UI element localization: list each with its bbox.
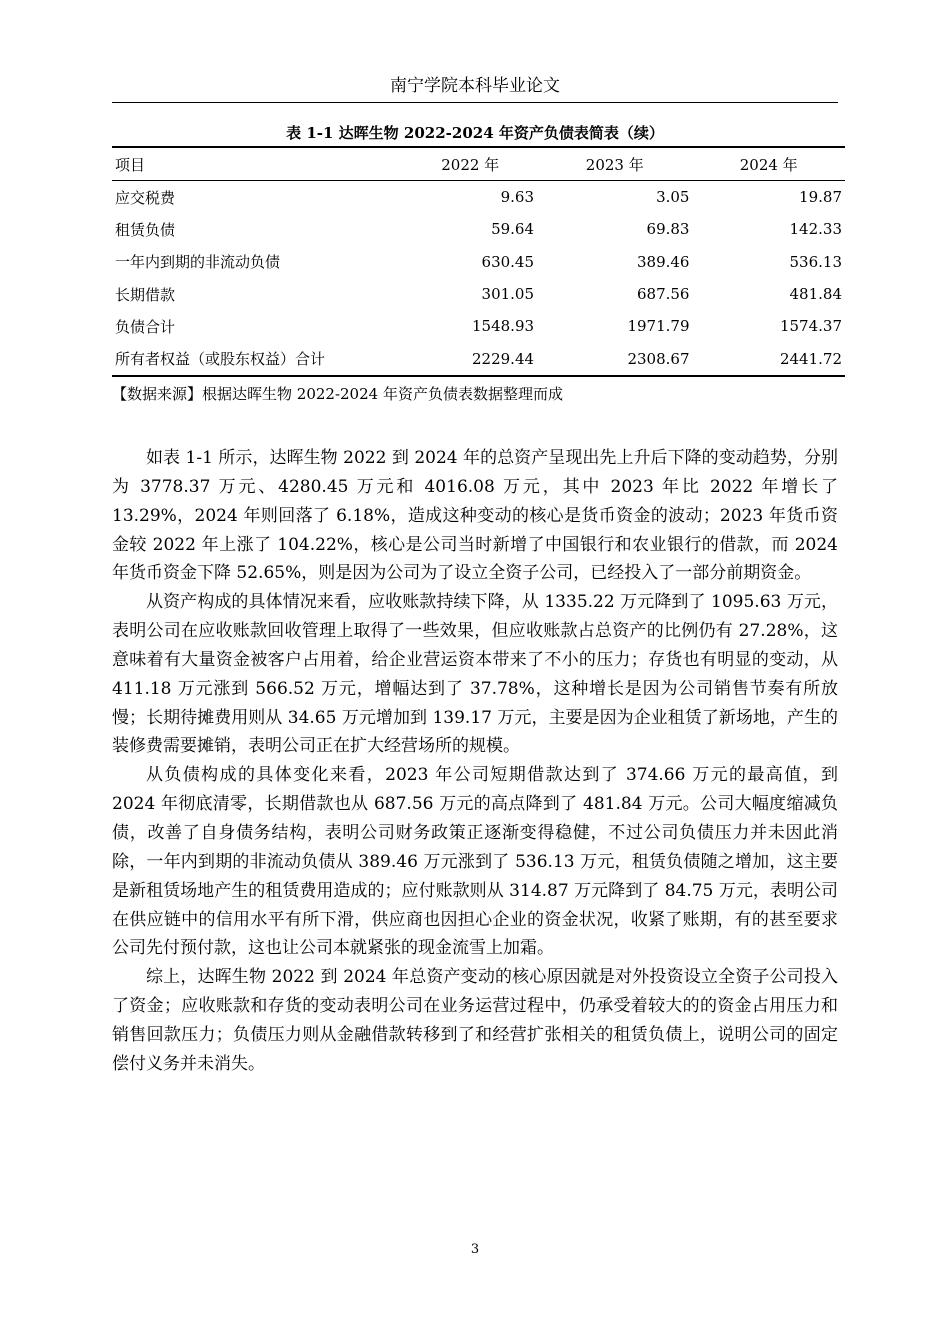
row-item-label: 应交税费 <box>115 188 176 207</box>
table-caption: 表 1-1 达晖生物 2022-2024 年资产负债表简表（续） <box>286 124 664 142</box>
cell-2023: 389.46 <box>636 252 690 271</box>
table-row <box>112 310 845 342</box>
cell-2023: 69.83 <box>646 220 690 239</box>
table-row <box>112 342 845 375</box>
cell-2024: 19.87 <box>799 188 842 207</box>
cell-2023: 687.56 <box>636 285 690 304</box>
cell-2024: 536.13 <box>789 252 842 271</box>
cell-2024: 481.84 <box>789 285 842 304</box>
cell-2022: 9.63 <box>500 188 535 207</box>
cell-2023: 1971.79 <box>627 317 690 336</box>
cell-2024: 2441.72 <box>779 349 842 368</box>
paragraph: 如表 1-1 所示，达晖生物 2022 到 2024 年的总资产呈现出先上升后下降的变动趋势，分别为 3778.37 万元、4280.45 万元和 4016.08 万元，其中 2023 年比 2022 年增长了 13.29%，2024 年则回落了 6.18%，造成这种变动的核心是货币资金的波动；2023 年货币资金较 2022 年上涨了 104.22%，核心是公司当时新增了中国银行和农业银行的借款，而 2024 年货币资金下降 52.65%，则是因为公司为了设立全资子公司，已经投入了一部分前期资金。 <box>112 448 838 584</box>
row-item-label: 所有者权益（或股东权益）合计 <box>115 350 326 369</box>
table-row <box>112 181 845 214</box>
cell-2022: 2229.44 <box>472 349 535 368</box>
paragraph: 从资产构成的具体情况来看，应收账款持续下降，从 1335.22 万元降到了 1095.63 万元，表明公司在应收账款回收管理上取得了一些效果，但应收账款占总资产的比例仍有 27.28%，这意味着有大量资金被客户占用着，给企业营运资本带来了不小的压力；存货也有明显的变动，从 411.18 万元涨到 566.52 万元，增幅达到了 37.78%，这种增长是因为公司销售节奏有所放慢；长期待摊费用则从 34.65 万元增加到 139.17 万元，主要是因为企业租赁了新场地，产生的装修费需要摊销，表明公司正在扩大经营场所的规模。 <box>112 592 838 757</box>
cell-2024: 1574.37 <box>779 317 842 336</box>
table-header-row <box>112 147 845 181</box>
cell-2023: 2308.67 <box>627 349 690 368</box>
cell-2022: 59.64 <box>491 220 535 239</box>
column-header-2023: 2023 年 <box>585 155 644 174</box>
column-header-2022: 2022 年 <box>441 155 500 174</box>
body-text <box>112 444 838 1079</box>
table-source-note: 【数据来源】根据达晖生物 2022-2024 年资产负债表数据整理而成 <box>112 385 563 403</box>
page-number: 3 <box>470 1242 480 1257</box>
running-header: 南宁学院本科毕业论文 <box>390 76 560 96</box>
row-item-label: 负债合计 <box>115 317 176 336</box>
cell-2022: 301.05 <box>481 285 535 304</box>
paragraph: 综上，达晖生物 2022 到 2024 年总资产变动的核心原因就是对外投资设立全资子公司投入了资金；应收账款和存货的变动表明公司在业务运营过程中，仍承受着较大的的资金占用压力和销售回款压力；负债压力则从金融借款转移到了和经营扩张相关的租赁负债上，说明公司的固定偿付义务并未消失。 <box>112 967 838 1074</box>
cell-2024: 142.33 <box>789 220 842 239</box>
row-item-label: 租赁负债 <box>115 220 176 239</box>
column-header-item: 项目 <box>115 155 146 174</box>
cell-2023: 3.05 <box>656 188 690 207</box>
row-item-label: 一年内到期的非流动负债 <box>115 253 281 272</box>
row-item-label: 长期借款 <box>115 285 176 304</box>
table-row <box>112 278 845 310</box>
table-row <box>112 213 845 245</box>
cell-2022: 630.45 <box>481 252 535 271</box>
cell-2022: 1548.93 <box>472 317 535 336</box>
paragraph: 从负债构成的具体变化来看，2023 年公司短期借款达到了 374.66 万元的最高值，到 2024 年彻底清零，长期借款也从 687.56 万元的高点降到了 481.84 万元。公司大幅度缩减负债，改善了自身债务结构，表明公司财务政策正逐渐变得稳健，不过公司负债压力并未因此消除，一年内到期的非流动负债从 389.46 万元涨到了 536.13 万元，租赁负债随之增加，这主要是新租赁场地产生的租赁费用造成的；应付账款则从 314.87 万元降到了 84.75 万元，表明公司在供应链中的信用水平有所下滑，供应商也因担心企业的资金状况，收紧了账期，有的甚至要求公司先付预付款，这也让公司本就紧张的现金流雪上加霜。 <box>112 765 838 959</box>
header-rule <box>112 102 838 103</box>
table-row <box>112 246 845 278</box>
balance-sheet-table <box>112 146 845 377</box>
column-header-2024: 2024 年 <box>739 155 798 174</box>
